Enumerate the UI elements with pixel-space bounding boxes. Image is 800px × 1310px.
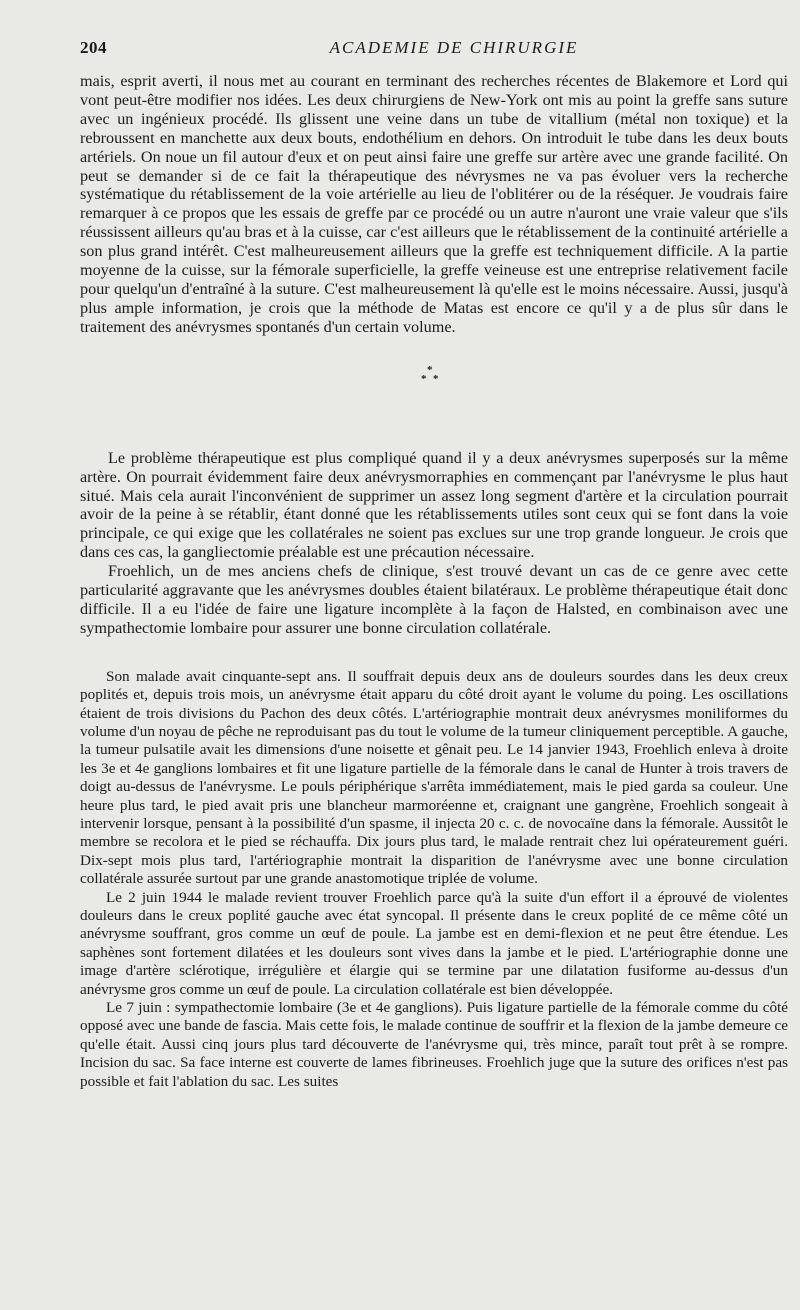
paragraph: Le 2 juin 1944 le malade revient trouver Froehlich parce qu'à la suite d'un effort il a éprouvé de violentes douleurs dans le creux poplité gauche avec état syncopal. Il présente dans le creux poplité de ce même côté un anévrysme souffrant, gros comme un œuf de poule. La jambe est en demi-flexion et ne peut être étendue. Les saphènes sont fortement dilatées et les douleurs sont vives dans la jambe et le pied. L'artériographie donne une image d'artère sclérotique, irrégulière et élargie qui se termine par une dilatation fusiforme au-dessus d'un anévrysme gros comme un œuf de poule. La circulation collatérale est bien développée.	[80, 888, 788, 998]
body-section-3-case-report	[80, 668, 788, 1091]
paragraph: Le 7 juin : sympathectomie lombaire (3e et 4e ganglions). Puis ligature partielle de la fémorale comme du côté opposé avec une bande de fascia. Mais cette fois, le malade continue de souffrir et la flexion de la jambe demeure ce qu'elle était. Aussi cinq jours plus tard découverte de l'anévrysme qui, très mince, paraît tout prêt à se rompre. Incision du sac. Sa face interne est couverte de lames fibrineuses. Froehlich juge que la suture des orifices n'est pas possible et fait l'ablation du sac. Les suites	[80, 999, 788, 1090]
section-separator-asterism	[80, 337, 788, 449]
running-title: ACADEMIE DE CHIRURGIE	[329, 38, 579, 57]
section-gap	[80, 638, 788, 668]
paragraph: Froehlich, un de mes anciens chefs de clinique, s'est trouvé devant un cas de ce genre avec cette particularité aggravante que les anévrysmes doubles étaient bilatéraux. Le problème thérapeutique était donc difficile. Il a eu l'idée de faire une ligature incomplète à la façon de Halsted, en combinaison avec une sympathectomie lombaire pour assurer une bonne circulation collatérale.	[80, 562, 788, 637]
page-header	[80, 32, 788, 72]
asterism-star: *	[427, 363, 433, 376]
body-section-2	[80, 449, 788, 638]
asterism-star: *	[421, 372, 427, 385]
body-section-1	[80, 72, 788, 337]
asterism-star: *	[433, 372, 439, 385]
paragraph: mais, esprit averti, il nous met au courant en terminant des recherches récentes de Blakemore et Lord qui vont peut-être modifier nos idées. Les deux chirurgiens de New-York ont mis au point la greffe sans suture avec un ingénieux procédé. Ils glissent une veine dans un tube de vitallium (métal non toxique) et la rebroussent en manchette aux deux bouts, endothélium en dehors. On introduit le tube dans les deux bouts artériels. On noue un fil autour d'eux et on peut ainsi faire une greffe sur artère avec une grande facilité. On peut se demander si de ce fait la thérapeutique des névrysmes ne va pas évoluer vers la recherche systématique du rétablissement de la voie artérielle au lieu de l'oblitérer ou de la réséquer. Je voudrais faire remarquer à ce propos que les essais de greffe par ce procédé ou un autre n'auront une vraie valeur que s'ils réussissent ailleurs qu'au bras et à la cuisse, car c'est ailleurs que le rétablissement de la continuité artérielle a son plus grand intérêt. C'est malheureusement ailleurs que la greffe est techniquement difficile. A la partie moyenne de la cuisse, sur la fémorale superficielle, la greffe veineuse est une entreprise relativement facile pour quelqu'un d'entraîné à la suture. C'est malheureusement là qu'elle est le moins nécessaire. Aussi, jusqu'à plus ample information, je crois que la méthode de Matas est encore ce qu'il y a de plus sûr dans le traitement des anévrysmes spontanés d'un certain volume.	[80, 72, 788, 336]
paragraph: Le problème thérapeutique est plus compliqué quand il y a deux anévrysmes superposés sur la même artère. On pourrait évidemment faire deux anévrysmorraphies en commençant par l'anévrysme le plus haut situé. Mais cela aurait l'inconvénient de supprimer un assez long segment d'artère et la circulation pourrait avoir de la peine à se rétablir, étant donné que les rétablissements utiles sont ceux qui se font dans la voie principale, ce qui exige que les collatérales ne soient pas exclues sur une trop grande longueur. Je crois que dans ces cas, la gangliectomie préalable est une précaution nécessaire.	[80, 448, 788, 562]
paragraph: Son malade avait cinquante-sept ans. Il souffrait depuis deux ans de douleurs sourdes dans les deux creux poplités et, depuis trois mois, un anévrysme était apparu du côté droit ayant le volume du poing. Les oscillations étaient de trois divisions du Pachon des deux côtés. L'artériographie montrait deux anévrysmes moniliformes du volume d'un noyau de pêche ne reproduisant pas du tout le volume de la tumeur cliniquement perceptible. A gauche, la tumeur pulsatile avait les dimensions d'une noisette et gênait peu. Le 14 janvier 1943, Froehlich enleva à droite les 3e et 4e ganglions lombaires et fit une ligature partielle de la fémorale dans le canal de Hunter à trois travers de doigt au-dessus de l'anévrysme. Le pouls périphérique s'arrêta immédiatement, mais le pied garda sa couleur. Une heure plus tard, le pied avait pris une blancheur marmoréenne et, craignant une gangrène, Froehlich songeait à intervenir lorsque, pensant à la possibilité d'un spasme, il injecta 20 c. c. de novocaïne dans la fémorale. Aussitôt le membre se recolora et le pied se réchauffa. Dix jours plus tard, le malade rentrait chez lui opérateurement guéri. Dix-sept mois plus tard, l'artériographie montrait la disparition de l'anévrysme avec une bonne circulation collatérale assurée surtout par une grande anastomotique triplée de volume.	[80, 667, 788, 888]
page-number: 204	[80, 38, 107, 57]
